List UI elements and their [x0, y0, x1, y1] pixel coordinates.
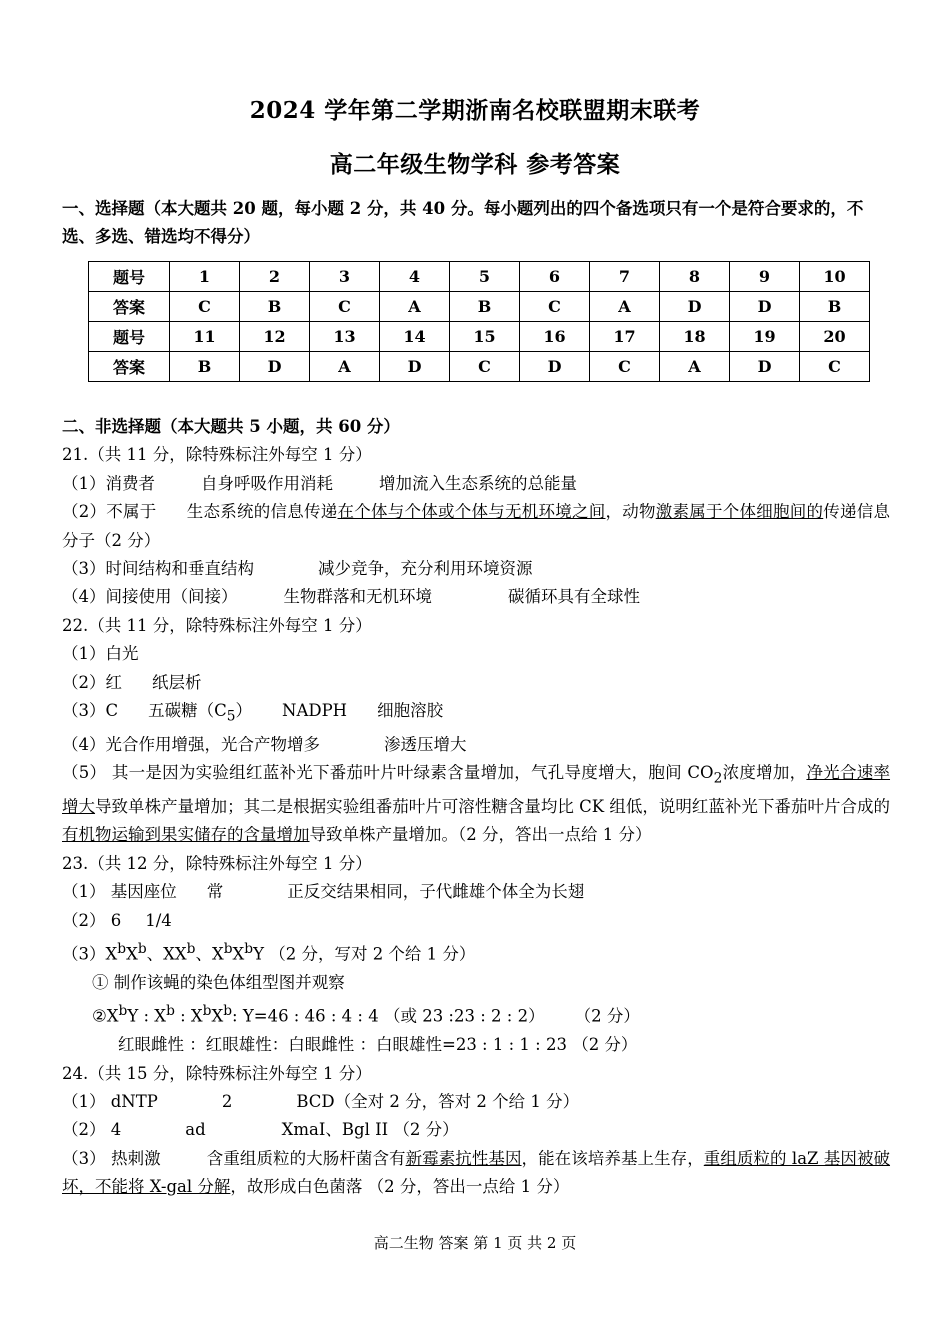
table-cell: 4	[380, 262, 450, 292]
q21-heading: 21.（共 11 分，除特殊标注外每空 1 分）	[62, 445, 372, 465]
table-cell: 1	[170, 262, 240, 292]
table-cell: B	[240, 292, 310, 322]
table-cell: D	[240, 352, 310, 382]
table-row	[89, 322, 870, 352]
table-cell: C	[310, 292, 380, 322]
q22-part5: （5） 其一是因为实验组红蓝补光下番茄叶片叶绿素含量增加，气孔导度增大，胞间 $CO_2$浓度增加，净光合速率增大导致单株产量增加；其二是根据实验组番茄叶片可溶性糖含量均比 CK 组低，说明红蓝补光下番茄叶片合成的有机物运输到果实储存的含量增加导致单株产量增加。（2 分，答出一点给 1 分）	[62, 763, 891, 845]
table-cell: 13	[310, 322, 380, 352]
document-subtitle: 高二年级生物学科 参考答案	[329, 151, 621, 178]
table-cell: D	[520, 352, 590, 382]
table-header-cell: 题号	[89, 262, 170, 292]
table-header-cell: 题号	[89, 322, 170, 352]
q22-part2: （2）红 纸层析	[62, 672, 202, 692]
table-cell: A	[310, 352, 380, 382]
q23-part4: ① 制作该蝇的染色体组型图并观察	[92, 972, 345, 992]
table-cell: 2	[240, 262, 310, 292]
table-cell: 17	[590, 322, 660, 352]
q24-part1: （1） dNTP 2 BCD（全对 2 分，答对 2 个给 1 分）	[62, 1091, 580, 1111]
table-cell: C	[170, 292, 240, 322]
table-cell: 12	[240, 322, 310, 352]
table-cell: B	[450, 292, 520, 322]
table-cell: C	[520, 292, 590, 322]
table-cell: 5	[450, 262, 520, 292]
table-header-cell: 答案	[89, 292, 170, 322]
table-cell: A	[380, 292, 450, 322]
q23-part1: （1） 基因座位 常 正反交结果相同，子代雌雄个体全为长翅	[62, 882, 585, 902]
table-cell: 18	[660, 322, 730, 352]
table-cell: D	[730, 292, 800, 322]
document-title: 2024 学年第二学期浙南名校联盟期末联考	[249, 97, 701, 124]
table-row	[89, 352, 870, 382]
q22-part4: （4）光合作用增强，光合产物增多 渗透压增大	[62, 734, 467, 754]
table-cell: 3	[310, 262, 380, 292]
table-cell: 9	[730, 262, 800, 292]
table-cell: 19	[730, 322, 800, 352]
table-cell: C	[590, 352, 660, 382]
q24-heading: 24.（共 15 分，除特殊标注外每空 1 分）	[62, 1063, 372, 1083]
table-cell: D	[730, 352, 800, 382]
table-cell: 14	[380, 322, 450, 352]
q23-part5: $②X^bY$ : $X^b$ : $X^bX^b$: Y=46 : 46 : 4 : 4 （或 23 :23 : 2 : 2） （2 分）	[92, 1003, 640, 1026]
table-cell: 15	[450, 322, 520, 352]
q23-part3: $(3)X^bX^b$、$XX^b$、$X^bX^bY$ （2 分，写对 2 个给 1 分）	[62, 940, 476, 964]
q22-part3: （3）C 五碳糖$(C_5)$ NADPH 细胞溶胶	[62, 701, 444, 725]
q23-part6: 红眼雌性 ：红眼雄性：白眼雌性 ：白眼雄性=23 : 1 : 1 : 23 （2 分）	[118, 1035, 638, 1055]
table-cell: 8	[660, 262, 730, 292]
table-cell: B	[800, 292, 870, 322]
table-cell: D	[380, 352, 450, 382]
table-cell: 7	[590, 262, 660, 292]
table-cell: 6	[520, 262, 590, 292]
q24-part3: （3） 热刺激 含重组质粒的大肠杆菌含有新霉素抗性基因，能在该培养基上生存，重组质粒的 laZ 基因被破坏，不能将 X-gal 分解，故形成白色菌落 （2 分，答出一点给 1 分）	[62, 1148, 891, 1197]
q21-part2: （2）不属于 生态系统的信息传递在个体与个体或个体与无机环境之间，动物激素属于个体细胞间的传递信息分子（2 分）	[62, 502, 890, 550]
q21-part1: （1）消费者 自身呼吸作用消耗 增加流入生态系统的总能量	[62, 473, 577, 493]
table-cell: A	[660, 352, 730, 382]
table-cell: D	[660, 292, 730, 322]
q21-part4: （4）间接使用（间接） 生物群落和无机环境 碳循环具有全球性	[62, 587, 640, 607]
q23-heading: 23.（共 12 分，除特殊标注外每空 1 分）	[62, 853, 372, 873]
section1-heading: 一、选择题（本大题共 20 题，每小题 2 分，共 40 分。每小题列出的四个备选项只有一个是符合要求的，不选、多选、错选均不得分）	[62, 199, 864, 246]
answer-table	[88, 261, 870, 382]
q22-part1: （1）白光	[62, 644, 139, 664]
table-cell: 20	[800, 322, 870, 352]
table-cell: 16	[520, 322, 590, 352]
table-cell: C	[800, 352, 870, 382]
table-header-cell: 答案	[89, 352, 170, 382]
table-cell: B	[170, 352, 240, 382]
section2	[62, 413, 890, 1202]
table-cell: C	[450, 352, 520, 382]
table-cell: 10	[800, 262, 870, 292]
q23-part2: （2） 6 1/4	[62, 910, 172, 930]
page-footer: 高二生物 答案 第 1 页 共 2 页	[373, 1234, 577, 1252]
q24-part2: （2） 4 ad XmaI、Bgl II （2 分）	[62, 1120, 459, 1140]
section2-heading: 二、非选择题（本大题共 5 小题，共 60 分）	[62, 417, 400, 436]
q21-part3: （3）时间结构和垂直结构 减少竞争，充分利用环境资源	[62, 559, 533, 579]
table-cell: A	[590, 292, 660, 322]
q22-heading: 22.（共 11 分，除特殊标注外每空 1 分）	[62, 615, 372, 635]
table-cell: 11	[170, 322, 240, 352]
table-row	[89, 292, 870, 322]
table-row	[89, 262, 870, 292]
